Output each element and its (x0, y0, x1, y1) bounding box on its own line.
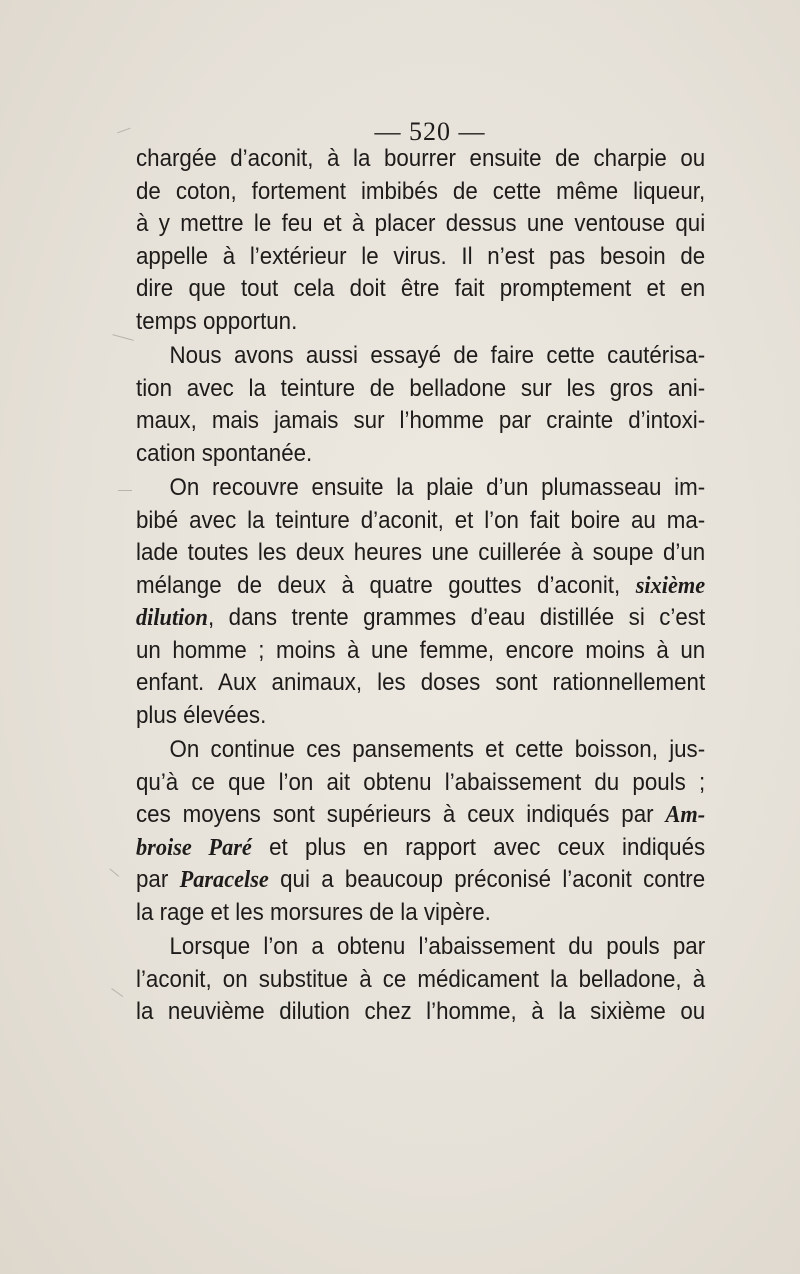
italic-term: broise Paré (136, 834, 252, 861)
text-line: dire que tout cela doit être fait promptement et en (136, 275, 706, 302)
paragraph-3 (136, 472, 705, 732)
text-line: un homme ; moins à une femme, encore moins à un (136, 636, 706, 664)
margin-mark (118, 490, 132, 492)
text-line: l’aconit, on substitue à ce médicament la belladone, à (136, 965, 706, 993)
paragraph-1 (136, 143, 705, 338)
margin-mark (109, 868, 119, 877)
margin-mark (111, 988, 124, 998)
text-segment: , dans trente grammes d’eau distillée si c’est (207, 604, 706, 631)
text-line (136, 799, 705, 832)
text-line (136, 570, 705, 603)
text-line: On continue ces pansements et cette boisson, jus- (169, 736, 706, 763)
body-text (136, 143, 705, 1031)
text-segment: et plus en rapport avec ceux indiqués (251, 833, 706, 861)
italic-term: Am- (665, 802, 706, 828)
text-line: maux, mais jamais sur l’homme par crainte d’intoxi- (136, 407, 706, 434)
text-line (136, 832, 705, 865)
italic-term: Paracelse (179, 867, 269, 893)
italic-term: sixième (635, 572, 706, 599)
text-line: qu’à ce que l’on ait obtenu l’abaissement du pouls ; (136, 768, 706, 796)
text-line: temps opportun. (136, 307, 298, 335)
text-line: appelle à l’extérieur le virus. Il n’est pas besoin de (136, 242, 706, 270)
text-line: à y mettre le feu et à placer dessus une ventouse qui (136, 210, 706, 237)
text-line: On recouvre ensuite la plaie d’un plumasseau im- (169, 474, 706, 501)
margin-mark (112, 334, 134, 342)
text-segment: mélange de deux à quatre gouttes d’aconit, (136, 571, 636, 599)
text-line: la rage et les morsures de la vipère. (136, 898, 491, 926)
paragraph-5 (136, 931, 705, 1029)
text-line: enfant. Aux animaux, les doses sont rationnellement (136, 669, 706, 696)
text-line: bibé avec la teinture d’aconit, et l’on fait boire au ma- (136, 506, 706, 534)
text-line: la neuvième dilution chez l’homme, à la sixième ou (136, 998, 706, 1025)
text-line: de coton, fortement imbibés de cette même liqueur, (136, 177, 706, 205)
text-line: chargée d’aconit, à la bourrer ensuite de charpie ou (136, 145, 706, 172)
text-segment: qui a beaucoup préconisé l’aconit contre (268, 866, 706, 893)
text-segment: par (136, 866, 180, 893)
text-line: lade toutes les deux heures une cuillerée à soupe d’un (136, 539, 706, 566)
italic-term: dilution (136, 605, 208, 631)
text-line: plus élevées. (136, 701, 267, 729)
text-segment: ces moyens sont supérieurs à ceux indiqués par (136, 801, 666, 828)
text-line (136, 864, 705, 897)
text-line (136, 602, 705, 635)
text-line: tion avec la teinture de belladone sur les gros ani- (136, 374, 706, 402)
paragraph-2 (136, 340, 705, 470)
text-line: Lorsque l’on a obtenu l’abaissement du pouls par (169, 933, 706, 960)
paragraph-4 (136, 734, 705, 929)
text-line: Nous avons aussi essayé de faire cette cautérisa- (169, 342, 706, 369)
text-line: cation spontanée. (136, 439, 313, 467)
page-number: — 520 — (374, 117, 486, 146)
